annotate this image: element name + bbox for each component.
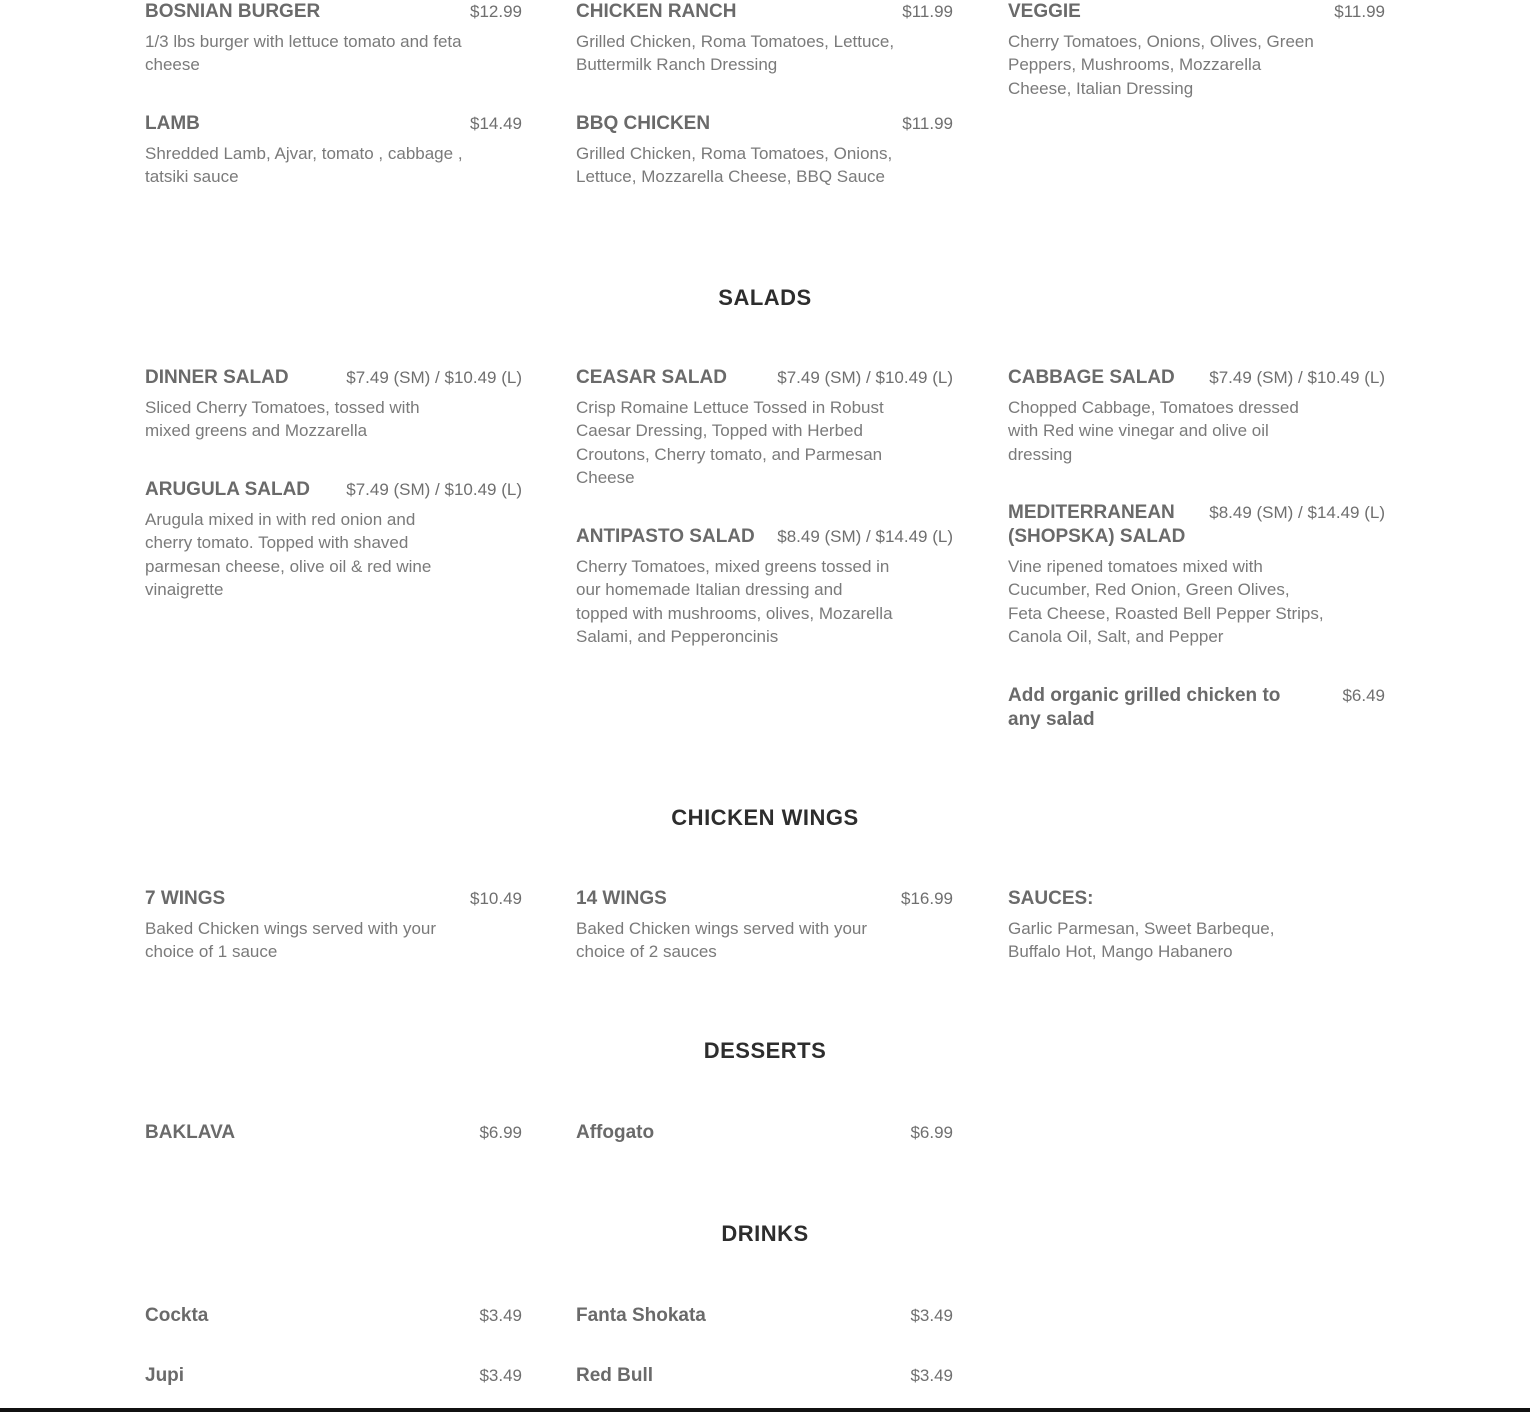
item-price: $8.49 (SM) / $14.49 (L) xyxy=(777,527,953,546)
menu-item-bosnian-burger xyxy=(145,0,522,77)
item-name: Affogato xyxy=(576,1122,655,1143)
menu-item-dinner-salad xyxy=(145,366,522,443)
menu-item-ceasar-salad xyxy=(576,366,953,489)
item-name: CEASAR SALAD xyxy=(576,367,727,388)
item-description: Garlic Parmesan, Sweet Barbeque, Buffalo Hot, Mango Habanero xyxy=(1008,919,1275,962)
menu-item-affogato xyxy=(576,1121,953,1145)
item-description: Baked Chicken wings served with your choice of 2 sauces xyxy=(576,919,868,962)
section-title-salads: SALADS xyxy=(718,285,812,310)
item-name: ANTIPASTO SALAD xyxy=(576,526,755,547)
menu-item-chicken-ranch xyxy=(576,0,953,77)
item-name: VEGGIE xyxy=(1008,1,1081,22)
item-name: DINNER SALAD xyxy=(145,367,289,388)
item-price: $6.99 xyxy=(910,1123,953,1142)
item-name: Cockta xyxy=(145,1305,209,1326)
item-description: Cherry Tomatoes, mixed greens tossed in our homemade Italian dressing and topped with mushrooms, olives, Mozarella Salami, and Pepperoncinis xyxy=(576,557,893,646)
item-price: $7.49 (SM) / $10.49 (L) xyxy=(346,480,522,499)
menu-item-red-bull xyxy=(576,1364,953,1388)
menu-item-add-chicken xyxy=(1008,684,1385,732)
menu-item-cabbage-salad xyxy=(1008,366,1385,466)
item-price: $11.99 xyxy=(902,2,953,21)
section-title-drinks: DRINKS xyxy=(721,1221,809,1246)
item-price: $14.49 xyxy=(470,114,522,133)
item-description: Sliced Cherry Tomatoes, tossed with mixed greens and Mozzarella xyxy=(145,398,420,441)
item-price: $3.49 xyxy=(479,1366,522,1385)
item-name: Fanta Shokata xyxy=(576,1305,706,1326)
item-description: Baked Chicken wings served with your choice of 1 sauce xyxy=(145,919,437,962)
item-price: $11.99 xyxy=(902,114,953,133)
item-name: MEDITERRANEAN (SHOPSKA) SALAD xyxy=(1008,502,1186,547)
menu-item-14-wings xyxy=(576,887,953,964)
item-name: Jupi xyxy=(145,1365,185,1386)
item-price: $3.49 xyxy=(910,1366,953,1385)
menu-item-lamb xyxy=(145,112,522,189)
item-name: Add organic grilled chicken to any salad xyxy=(1008,685,1281,730)
section-title-desserts: DESSERTS xyxy=(703,1038,827,1063)
item-description: Arugula mixed in with red onion and cherry tomato. Topped with shaved parmesan cheese, olive oil & red wine vinaigrette xyxy=(145,510,432,599)
item-name: BAKLAVA xyxy=(145,1122,236,1143)
menu-item-7-wings xyxy=(145,887,522,964)
item-name: 7 WINGS xyxy=(145,888,226,909)
item-price: $16.99 xyxy=(901,889,953,908)
menu-item-mediterranean-salad xyxy=(1008,501,1385,648)
menu-item-baklava xyxy=(145,1121,522,1145)
menu-item-fanta-shokata xyxy=(576,1304,953,1328)
item-description: Vine ripened tomatoes mixed with Cucumber, Red Onion, Green Olives, Feta Cheese, Roasted Bell Pepper Strips, Canola Oil, Salt, and Pepper xyxy=(1008,557,1324,646)
menu-item-arugula-salad xyxy=(145,478,522,601)
item-price: $8.49 (SM) / $14.49 (L) xyxy=(1209,503,1385,522)
item-name: CHICKEN RANCH xyxy=(576,1,737,22)
item-name: ARUGULA SALAD xyxy=(145,479,311,500)
item-price: $10.49 xyxy=(470,889,522,908)
menu-item-jupi xyxy=(145,1364,522,1388)
item-description: Grilled Chicken, Roma Tomatoes, Onions, Lettuce, Mozzarella Cheese, BBQ Sauce xyxy=(576,144,893,187)
item-name: CABBAGE SALAD xyxy=(1008,367,1175,388)
item-name: BBQ CHICKEN xyxy=(576,113,711,134)
item-name: Red Bull xyxy=(576,1365,654,1386)
menu-item-veggie xyxy=(1008,0,1385,100)
item-description: Chopped Cabbage, Tomatoes dressed with Red wine vinegar and olive oil dressing xyxy=(1008,398,1299,464)
menu-item-cockta xyxy=(145,1304,522,1328)
item-description: 1/3 lbs burger with lettuce tomato and feta cheese xyxy=(145,32,462,75)
item-price: $6.49 xyxy=(1342,686,1385,705)
item-price: $3.49 xyxy=(479,1306,522,1325)
item-price: $7.49 (SM) / $10.49 (L) xyxy=(777,368,953,387)
item-description: Cherry Tomatoes, Onions, Olives, Green Peppers, Mushrooms, Mozzarella Cheese, Italian Dressing xyxy=(1008,32,1314,98)
item-name: SAUCES: xyxy=(1008,888,1094,909)
item-description: Grilled Chicken, Roma Tomatoes, Lettuce, Buttermilk Ranch Dressing xyxy=(576,32,895,75)
item-price: $7.49 (SM) / $10.49 (L) xyxy=(1209,368,1385,387)
item-price: $11.99 xyxy=(1334,2,1385,21)
menu-item-antipasto-salad xyxy=(576,525,953,648)
item-name: 14 WINGS xyxy=(576,888,667,909)
bottom-border xyxy=(0,1408,1530,1412)
item-name: LAMB xyxy=(145,113,200,134)
item-description: Crisp Romaine Lettuce Tossed in Robust Caesar Dressing, Topped with Herbed Croutons, Cherry tomato, and Parmesan Cheese xyxy=(576,398,884,487)
item-name: BOSNIAN BURGER xyxy=(145,1,321,22)
item-price: $3.49 xyxy=(910,1306,953,1325)
menu-item-sauces xyxy=(1008,887,1385,964)
item-price: $7.49 (SM) / $10.49 (L) xyxy=(346,368,522,387)
item-price: $6.99 xyxy=(479,1123,522,1142)
item-description: Shredded Lamb, Ajvar, tomato , cabbage , tatsiki sauce xyxy=(145,144,463,187)
menu-item-bbq-chicken xyxy=(576,112,953,189)
section-title-chicken-wings: CHICKEN WINGS xyxy=(671,805,859,830)
item-price: $12.99 xyxy=(470,2,522,21)
